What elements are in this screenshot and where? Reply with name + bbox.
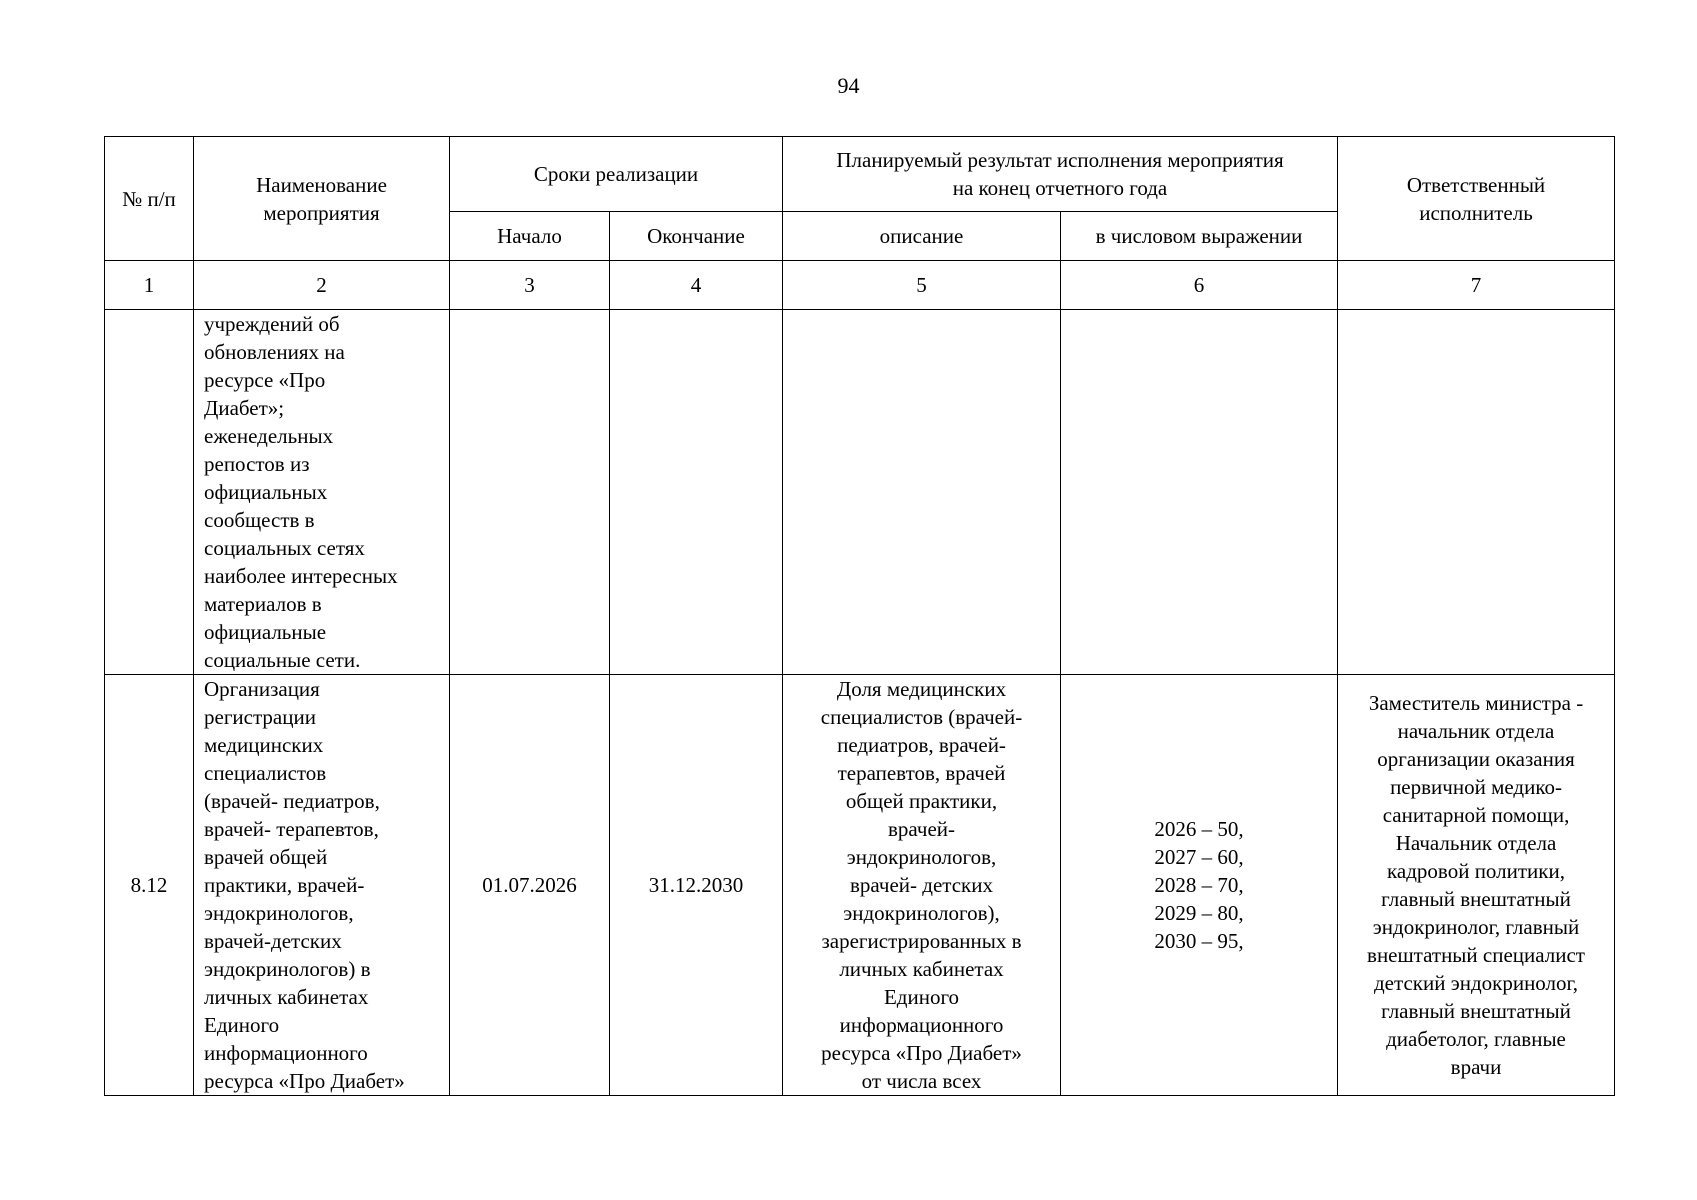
header-responsible: Ответственный исполнитель <box>1338 137 1615 261</box>
header-terms: Сроки реализации <box>450 137 783 212</box>
cell-num: 8.12 <box>105 675 194 1096</box>
header-num: № п/п <box>105 137 194 261</box>
cell-responsible <box>1338 310 1615 675</box>
column-number: 6 <box>1061 261 1338 310</box>
cell-start: 01.07.2026 <box>450 675 610 1096</box>
cell-numeric <box>1061 310 1338 675</box>
cell-num <box>105 310 194 675</box>
table-row <box>105 310 1615 675</box>
cell-name: Организация регистрации медицинских специалистов (врачей- педиатров, врачей- терапевтов, врачей общей практики, врачей- эндокринологов, врачей-детских эндокринологов) в личных кабинетах Единого информационного ресурса «Про Диабет» <box>194 675 450 1096</box>
header-result: Планируемый результат исполнения мероприятия на конец отчетного года <box>783 137 1338 212</box>
header-end: Окончание <box>610 212 783 261</box>
cell-end: 31.12.2030 <box>610 675 783 1096</box>
cell-start <box>450 310 610 675</box>
page-number: 94 <box>837 73 860 98</box>
column-number: 3 <box>450 261 610 310</box>
cell-end <box>610 310 783 675</box>
header-start: Начало <box>450 212 610 261</box>
header-row-1 <box>105 137 1615 212</box>
column-number: 2 <box>194 261 450 310</box>
column-number: 4 <box>610 261 783 310</box>
header-numeric: в числовом выражении <box>1061 212 1338 261</box>
column-number: 5 <box>783 261 1061 310</box>
cell-numeric: 2026 – 50, 2027 – 60, 2028 – 70, 2029 – 80, 2030 – 95, <box>1061 675 1338 1096</box>
table-row <box>105 675 1615 1096</box>
cell-name: учреждений об обновлениях на ресурсе «Про Диабет»; еженедельных репостов из официальных сообществ в социальных сетях наиболее интересных материалов в официальные социальные сети. <box>194 310 450 675</box>
measures-table <box>104 136 1615 1096</box>
header-name: Наименование мероприятия <box>194 137 450 261</box>
cell-description <box>783 310 1061 675</box>
header-description: описание <box>783 212 1061 261</box>
cell-description: Доля медицинских специалистов (врачей- педиатров, врачей- терапевтов, врачей общей практики, врачей- эндокринологов, врачей- детских эндокринологов), зарегистрированных в личных кабинетах Единого информационного ресурса «Про Диабет» от числа всех <box>783 675 1061 1096</box>
cell-responsible: Заместитель министра - начальник отдела организации оказания первичной медико- санитарной помощи, Начальник отдела кадровой политики, главный внештатный эндокринолог, главный внештатный специалист детский эндокринолог, главный внештатный диабетолог, главные врачи <box>1338 675 1615 1096</box>
column-numbers-row <box>105 261 1615 310</box>
column-number: 7 <box>1338 261 1615 310</box>
column-number: 1 <box>105 261 194 310</box>
